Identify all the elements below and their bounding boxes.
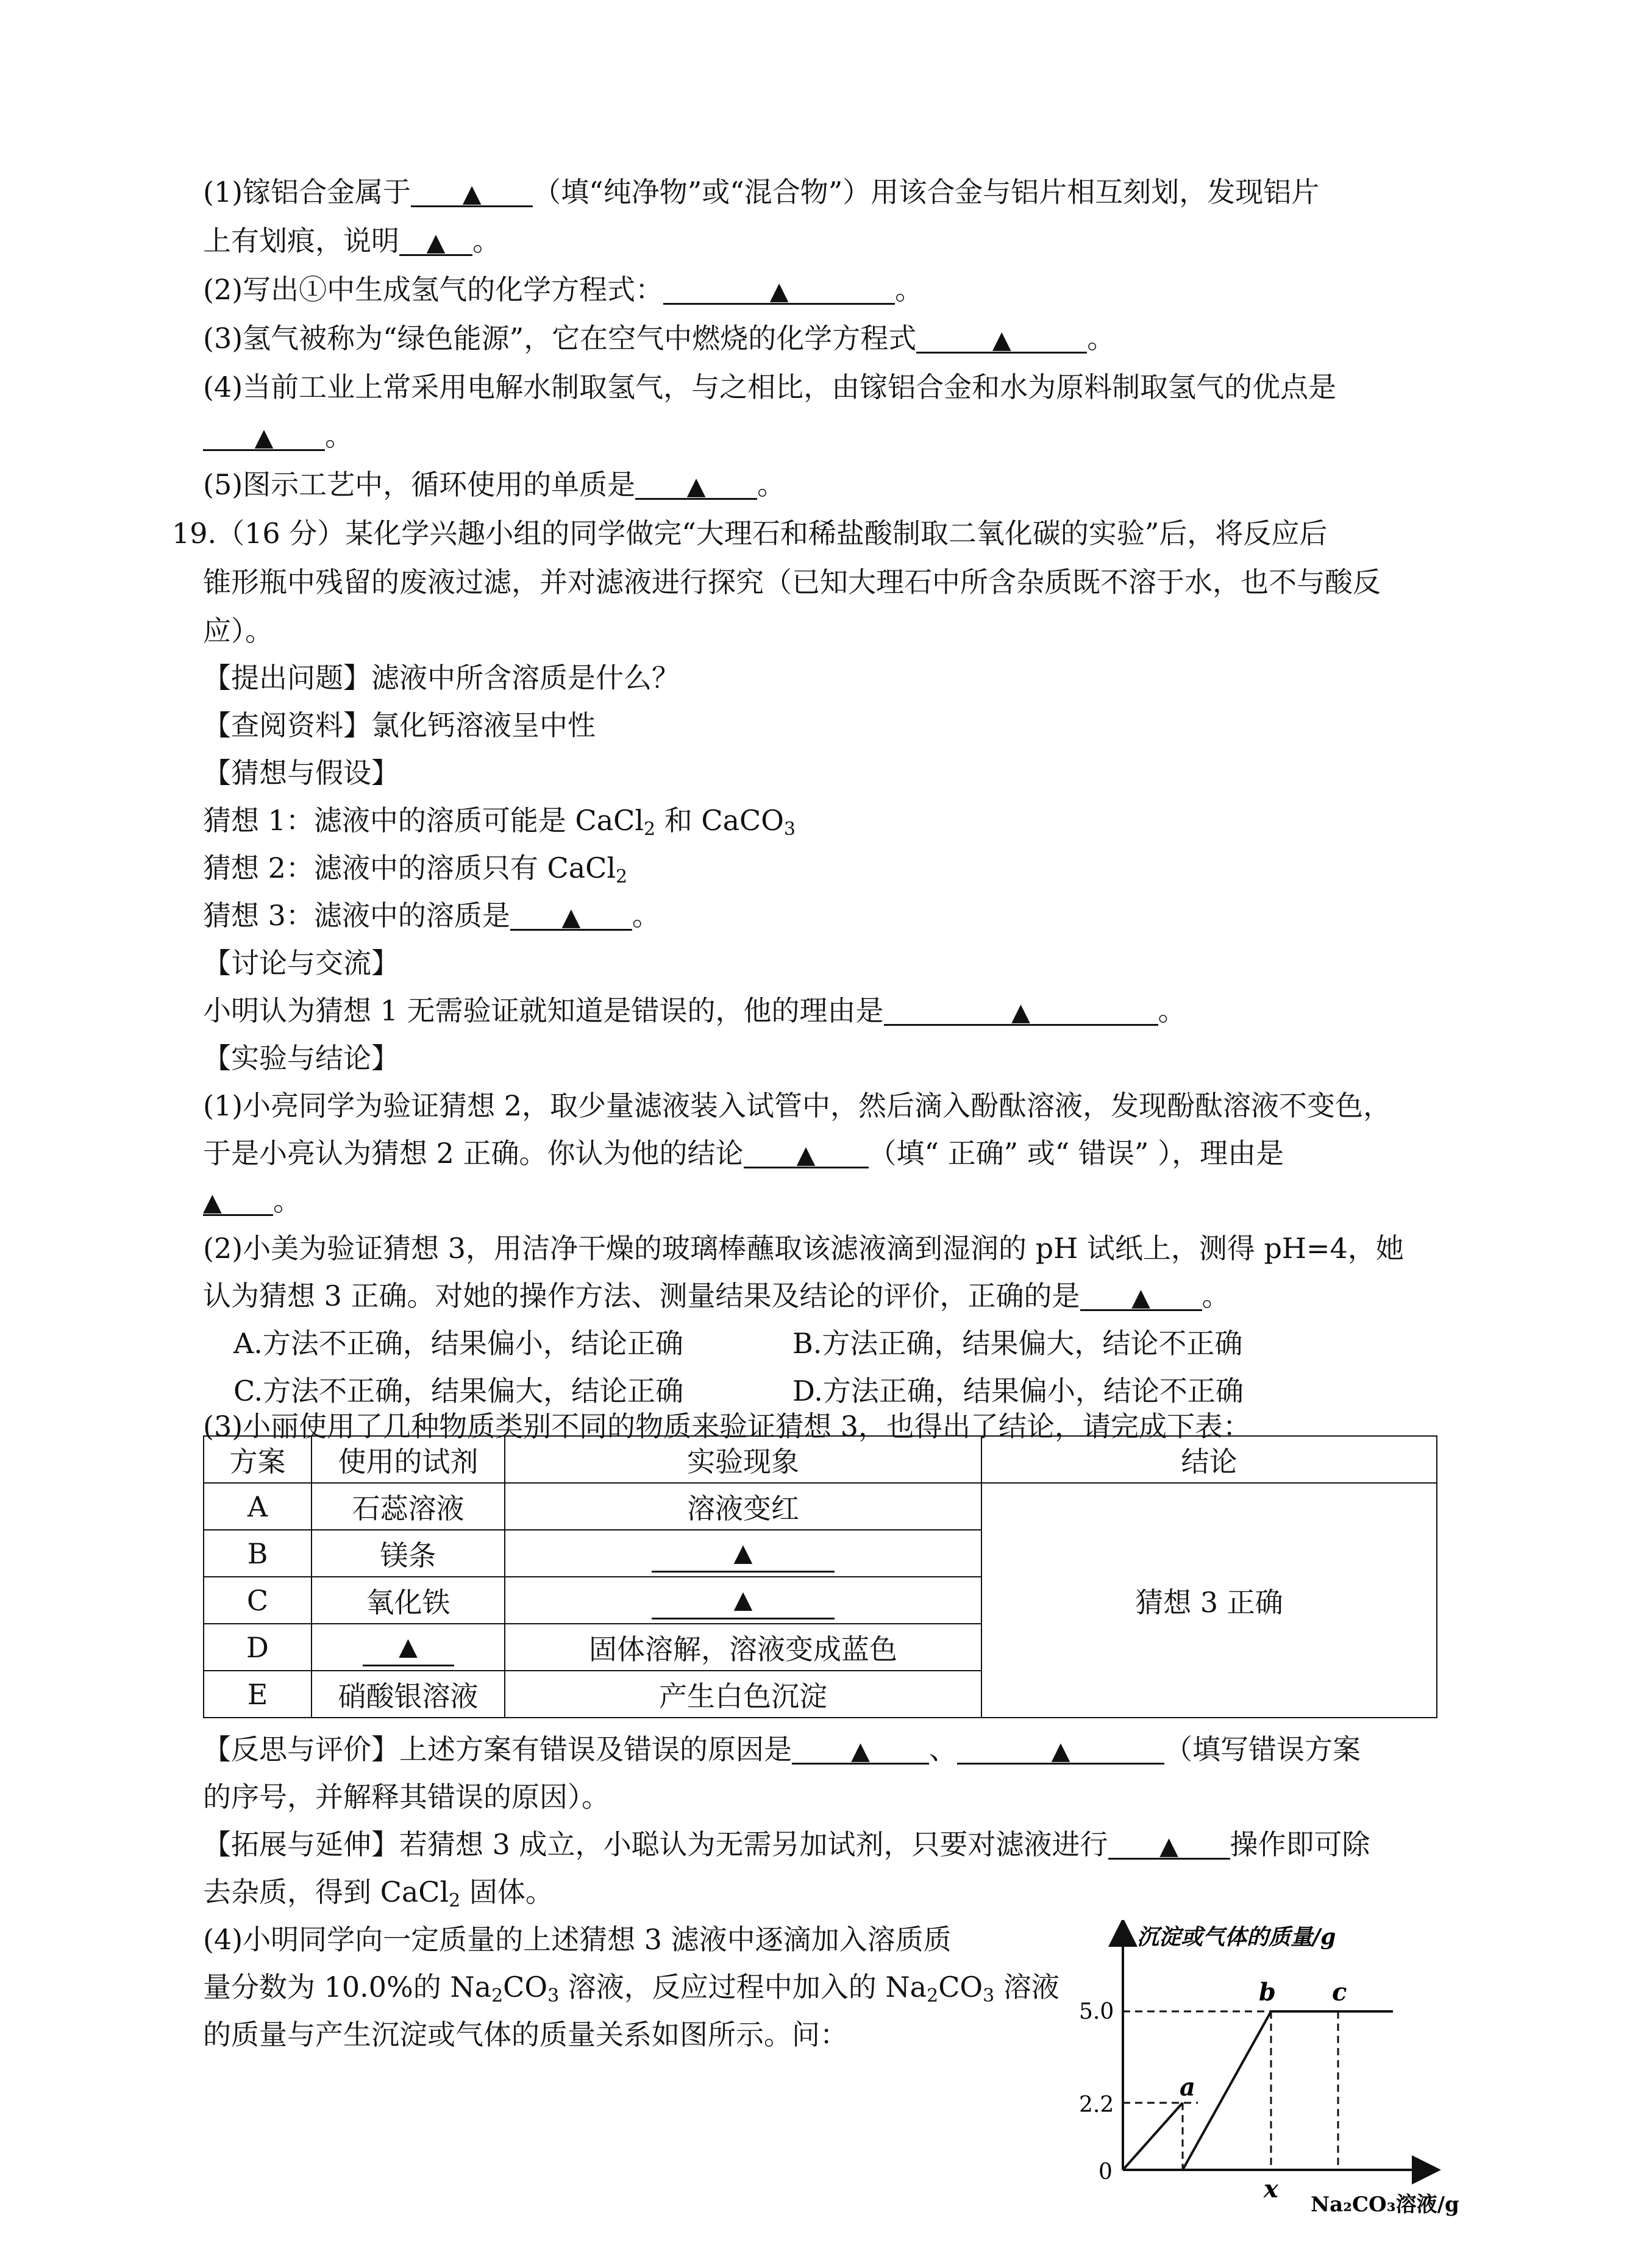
q19-reflection-line1 [203,1731,1361,1768]
period: 。 [757,468,786,501]
subscript: 2 [449,1890,461,1911]
table-header: 实验现象 [505,1436,981,1483]
reagent-cell: 硝酸银溶液 [312,1671,505,1718]
q18-part5-text: (5)图示工艺中，循环使用的单质是 [203,468,636,501]
x-axis-label: Na₂CO₃溶液/g [1311,2192,1459,2217]
q19-info: 【查阅资料】氯化钙溶液呈中性 [203,709,596,742]
subscript: 2 [491,1985,504,2007]
q19-option-d[interactable]: D.方法正确，结果偏小，结论不正确 [792,1374,1244,1407]
answer-blank[interactable] [884,992,1158,1026]
discussion-text: 小明认为猜想 1 无需验证就知道是错误的，他的理由是 [203,994,884,1027]
subscript: 3 [783,819,796,840]
period: 。 [632,899,660,932]
answer-blank[interactable] [663,271,895,305]
q19-discussion-heading: 【讨论与交流】 [203,947,399,979]
exp1-text: 于是小亮认为猜想 2 正确。你认为他的结论 [203,1137,744,1170]
part4-text: 溶液 [994,1971,1059,2003]
q19-intro-line1: 19.（16 分）某化学兴趣小组的同学做完“大理石和稀盐酸制取二氧化碳的实验”后，将反应后 [172,517,1328,550]
phenomenon-cell[interactable] [505,1530,981,1577]
triangle-marker-icon: ▲ [462,180,482,208]
part4-text: 量分数为 10.0%的 Na [203,1971,492,2003]
triangle-marker-icon: ▲ [1011,998,1030,1026]
q19-option-a[interactable]: A.方法不正确，结果偏小，结论正确 [233,1327,683,1360]
conclusion-cell: 猜想 3 正确 [981,1483,1437,1718]
q19-intro-line3: 应）。 [203,614,273,647]
period: 。 [325,419,353,452]
exp1-text-c: （填“ 正确” 或“ 错误” ），理由是 [868,1137,1284,1170]
q18-part3-text: (3)氢气被称为“绿色能源”，它在空气中燃烧的化学方程式 [203,322,917,355]
q19-question: 【提出问题】滤液中所含溶质是什么？ [203,661,680,694]
point-label-x: x [1264,2175,1278,2203]
triangle-marker-icon: ▲ [686,472,706,500]
reagent-cell: 镁条 [312,1530,505,1577]
period: 。 [273,1184,301,1217]
part4-text: CO [938,1971,983,2003]
q18-part1-line1 [203,174,1319,210]
triangle-marker-icon: ▲ [1051,1737,1070,1765]
triangle-marker-icon: ▲ [203,1189,222,1217]
triangle-marker-icon: ▲ [426,229,446,257]
period: 。 [895,273,924,306]
hypothesis-3-text: 猜想 3：滤液中的溶质是 [203,899,510,932]
separator: 、 [929,1733,957,1766]
subscript: 2 [644,819,656,840]
subscript: 3 [547,1985,560,2007]
q19-exp3: (3)小丽使用了几种物质类别不同的物质来验证猜想 3，也得出了结论，请完成下表： [203,1410,1252,1443]
q19-part4-line3: 的质量与产生沉淀或气体的质量关系如图所示。问： [203,2018,848,2051]
precipitate-series-line [1183,2011,1393,2170]
q18-part5 [203,466,785,503]
plan-cell: A [204,1483,312,1530]
triangle-marker-icon: ▲ [561,903,581,931]
q18-part1-line2 [203,222,500,259]
answer-blank[interactable] [916,320,1087,354]
experiment-table [203,1435,1437,1718]
point-label-c: c [1332,1978,1347,2007]
q19-extension-line2 [203,1874,554,1919]
phenomenon-cell[interactable] [505,1577,981,1624]
subscript: 2 [927,1985,939,2007]
q19-extension-line1 [203,1826,1370,1863]
answer-blank[interactable] [744,1135,869,1168]
answer-blank[interactable]: ▲ [363,1633,454,1666]
triangle-marker-icon: ▲ [796,1141,816,1169]
triangle-marker-icon: ▲ [254,424,274,452]
plan-cell: B [204,1530,312,1577]
period: 。 [1087,322,1116,355]
plan-cell: D [204,1624,312,1671]
part4-text: CO [503,1971,548,2003]
q18-part2 [203,271,923,308]
q19-hypothesis-3 [203,897,660,934]
q18-part1-text-c: 上有划痕，说明 [203,224,399,257]
q18-part1-text-a: (1)镓铝合金属于 [203,176,411,208]
phenomenon-cell: 溶液变红 [505,1483,981,1530]
table-header-row [204,1436,1437,1483]
extension-text: 【拓展与延伸】若猜想 3 成立，小聪认为无需另加试剂，只要对滤液进行 [203,1828,1108,1861]
q19-hypothesis-2 [203,850,627,895]
q19-discussion [203,992,1186,1029]
answer-blank[interactable] [1108,1826,1230,1860]
plan-cell: C [204,1577,312,1624]
period: 。 [1202,1279,1230,1312]
answer-blank[interactable] [1080,1278,1202,1311]
reagent-cell[interactable] [312,1624,505,1671]
q19-exp2-line1: (2)小美为验证猜想 3，用洁净干燥的玻璃棒蘸取该滤液滴到湿润的 pH 试纸上，测得 pH=4，她 [203,1232,1404,1265]
gas-series-line [1123,2103,1183,2170]
answer-blank[interactable] [203,1182,273,1216]
exp2-text: 认为猜想 3 正确。对她的操作方法、测量结果及结论的评价，正确的是 [203,1279,1080,1312]
q18-part2-text: (2)写出①中生成氢气的化学方程式： [203,273,664,306]
answer-blank[interactable] [792,1731,929,1765]
triangle-marker-icon: ▲ [851,1737,870,1765]
reflection-text: 【反思与评价】上述方案有错误及错误的原因是 [203,1733,792,1766]
q19-reflection-line2: 的序号，并解释其错误的原因）。 [203,1780,610,1813]
q19-option-b[interactable]: B.方法正确，结果偏大，结论不正确 [792,1327,1243,1360]
hypothesis-2-text: 猜想 2：滤液中的溶质只有 CaCl [203,851,616,884]
y-axis-label: 沉淀或气体的质量/g [1137,1924,1336,1950]
q19-option-c[interactable]: C.方法不正确，结果偏大，结论正确 [233,1374,684,1407]
answer-blank[interactable] [635,466,757,500]
answer-blank[interactable] [399,222,472,256]
q19-hypothesis-heading: 【猜想与假设】 [203,756,399,789]
triangle-marker-icon: ▲ [1131,1284,1150,1312]
reagent-cell: 石蕊溶液 [312,1483,505,1530]
answer-blank[interactable] [957,1731,1164,1765]
q19-hypothesis-1 [203,802,796,848]
q18-part4-line1 [203,369,1336,405]
q19-experiment-heading: 【实验与结论】 [203,1042,399,1075]
q19-exp1-line3 [203,1182,301,1219]
q19-part4-line1: (4)小明同学向一定质量的上述猜想 3 滤液中逐滴加入溶质质 [203,1923,952,1956]
plan-cell: E [204,1671,312,1718]
answer-blank[interactable] [510,897,632,931]
part4-text: 溶液，反应过程中加入的 Na [559,1971,927,2003]
q19-part4-line2 [203,1969,1059,2014]
subscript: 2 [616,866,628,887]
q18-part4-text: (4)当前工业上常采用电解水制取氢气，与之相比，由镓铝合金和水为原料制取氢气的优点是 [203,371,1337,403]
extension-text-d: 固体。 [460,1875,554,1908]
phenomenon-cell: 固体溶解，溶液变成蓝色 [505,1624,981,1671]
q19-exp1-line1: (1)小亮同学为验证猜想 2，取少量滤液装入试管中，然后滴入酚酞溶液，发现酚酞溶液不变色， [203,1089,1392,1122]
reagent-cell: 氧化铁 [312,1577,505,1624]
phenomenon-cell: 产生白色沉淀 [505,1671,981,1718]
reflection-text-c: （填写错误方案 [1164,1733,1361,1766]
triangle-marker-icon: ▲ [769,277,789,305]
hypothesis-1-text: 猜想 1：滤液中的溶质可能是 CaCl [203,804,644,837]
q19-intro-line2: 锥形瓶中残留的废液过滤，并对滤液进行探究（已知大理石中所含杂质既不溶于水，也不与酸反 [203,566,1381,599]
table-row [204,1483,1437,1530]
table-header: 使用的试剂 [312,1436,505,1483]
triangle-marker-icon: ▲ [992,326,1011,354]
table-header: 方案 [204,1436,312,1483]
extension-text-b: 操作即可除 [1230,1828,1370,1861]
period: 。 [1158,994,1186,1027]
point-label-b: b [1259,1978,1276,2007]
table-header: 结论 [981,1436,1437,1483]
point-label-a: a [1180,2073,1195,2102]
extension-text-c: 去杂质，得到 CaCl [203,1875,449,1908]
q19-exp1-line2 [203,1135,1284,1171]
hypothesis-1-text-b: 和 CaCO [655,804,784,837]
q18-part1-text-b: （填“纯净物”或“混合物”）用该合金与铝片相互刻划，发现铝片 [533,176,1320,208]
q18-part3 [203,320,1115,357]
subscript: 3 [983,1985,995,2007]
y-tick-label: 0 [1099,2160,1113,2184]
q19-exp2-line2 [203,1278,1230,1314]
precipitate-gas-chart [1073,1920,1512,2225]
q18-part1-text-d: 。 [472,224,500,257]
y-tick-label: 2.2 [1079,2092,1114,2117]
triangle-marker-icon: ▲ [1159,1832,1178,1860]
answer-blank[interactable] [203,418,325,451]
answer-blank[interactable]: ▲ [652,1586,835,1619]
q18-part4-line2 [203,418,353,454]
answer-blank[interactable]: ▲ [652,1539,835,1573]
y-tick-label: 5.0 [1079,1999,1114,2024]
answer-blank[interactable] [411,174,533,207]
